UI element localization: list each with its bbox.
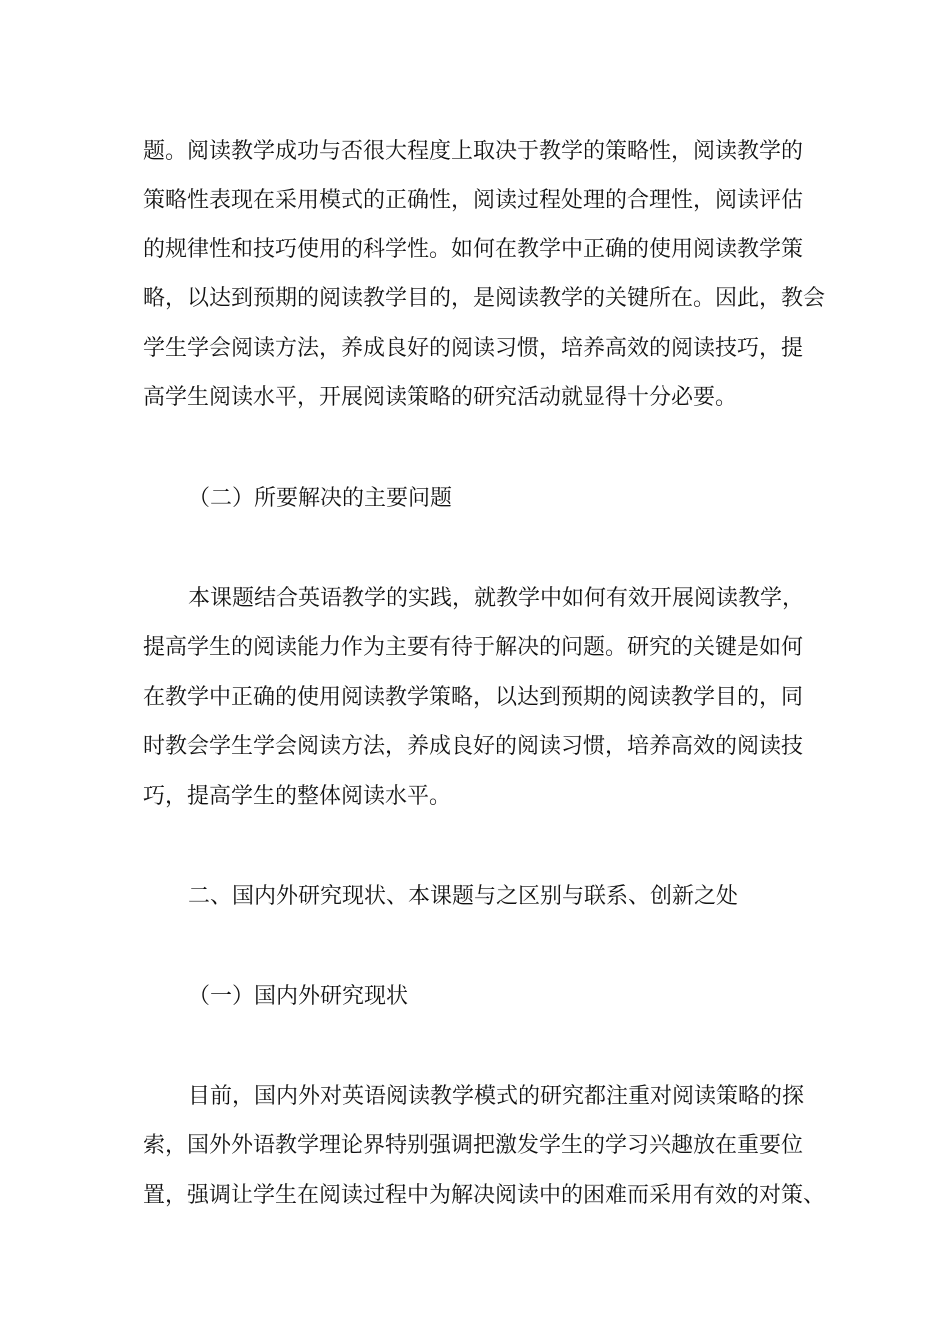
paragraph-line: 的规律性和技巧使用的科学性。如何在教学中正确的使用阅读教学策 bbox=[143, 237, 804, 262]
paragraph-line: 巧，提高学生的整体阅读水平。 bbox=[143, 784, 452, 809]
paragraph-line: 提高学生的阅读能力作为主要有待于解决的问题。研究的关键是如何 bbox=[143, 635, 804, 660]
paragraph-line: 高学生阅读水平，开展阅读策略的研究活动就显得十分必要。 bbox=[143, 385, 738, 410]
chapter-heading: 二、国内外研究现状、本课题与之区别与联系、创新之处 bbox=[188, 884, 739, 909]
paragraph-line: 学生学会阅读方法，养成良好的阅读习惯，培养高效的阅读技巧，提 bbox=[143, 336, 804, 361]
paragraph-line: 时教会学生学会阅读方法，养成良好的阅读习惯，培养高效的阅读技 bbox=[143, 734, 804, 759]
paragraph-line: 略，以达到预期的阅读教学目的，是阅读教学的关键所在。因此，教会 bbox=[143, 286, 826, 311]
paragraph-line: 策略性表现在采用模式的正确性，阅读过程处理的合理性，阅读评估 bbox=[143, 188, 804, 213]
paragraph-line: 在教学中正确的使用阅读教学策略，以达到预期的阅读教学目的，同 bbox=[143, 685, 804, 710]
paragraph-line: 目前，国内外对英语阅读教学模式的研究都注重对阅读策略的探 bbox=[188, 1084, 805, 1109]
paragraph-line: 索，国外外语教学理论界特别强调把激发学生的学习兴趣放在重要位 bbox=[143, 1133, 804, 1158]
section-heading: （二）所要解决的主要问题 bbox=[188, 486, 453, 511]
paragraph-line: 置，强调让学生在阅读过程中为解决阅读中的困难而采用有效的对策、 bbox=[143, 1183, 826, 1208]
paragraph-line: 题。阅读教学成功与否很大程度上取决于教学的策略性，阅读教学的 bbox=[143, 139, 804, 164]
section-heading: （一）国内外研究现状 bbox=[188, 984, 409, 1009]
paragraph-line: 本课题结合英语教学的实践，就教学中如何有效开展阅读教学， bbox=[188, 586, 805, 611]
